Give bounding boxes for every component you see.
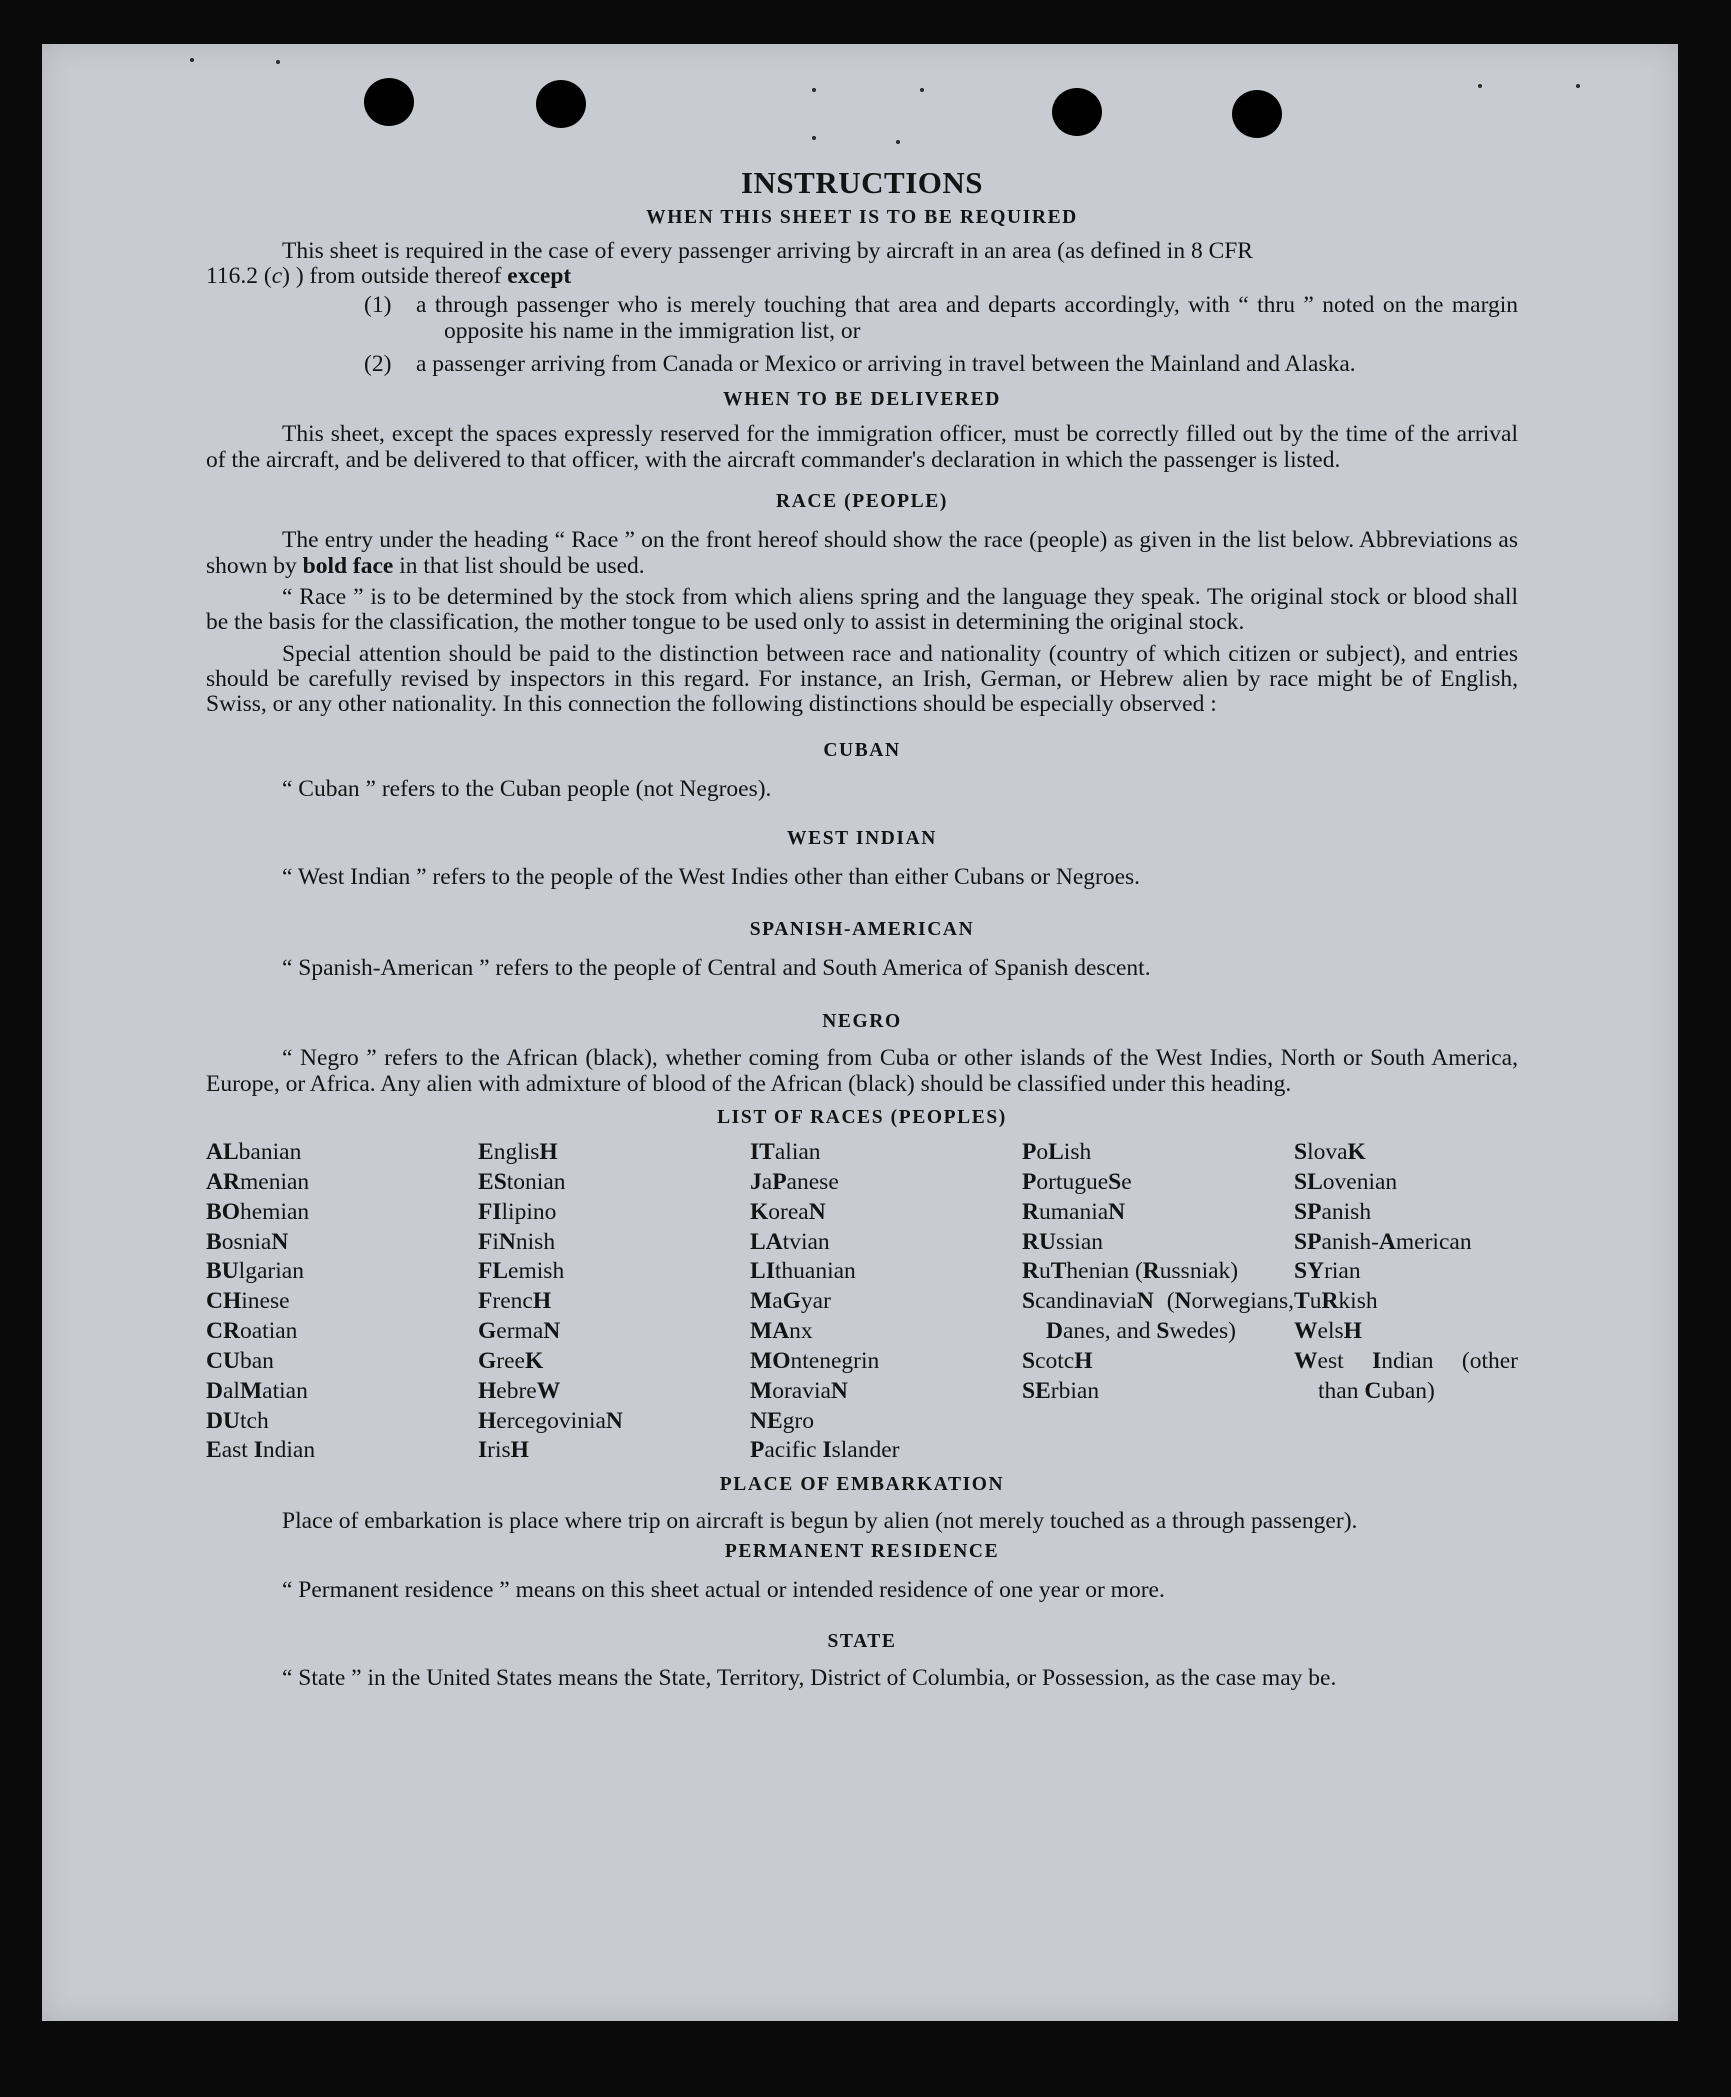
race-entry: HebreW	[478, 1377, 561, 1404]
exception-item	[364, 293, 1518, 344]
race-entry: SLovenian	[1294, 1168, 1398, 1195]
race-entry: SPanish-American	[1294, 1228, 1472, 1255]
race-entry: FiNnish	[478, 1228, 556, 1255]
document-sheet	[42, 44, 1678, 2021]
section-heading-spanish-american: SPANISH-AMERICAN	[749, 918, 975, 940]
race-paragraph-2: “ Race ” is to be determined by the stock from which aliens spring and the language they speak. The original stock or blood shall be the basis for the classification, the mother tongue to be used only to assist in determining the original stock.	[206, 583, 1518, 636]
race-entry: WelsH	[1294, 1318, 1362, 1345]
race-entry: GreeK	[478, 1347, 544, 1374]
speck	[190, 58, 194, 62]
race-entry: GermaN	[478, 1318, 561, 1345]
races-column	[1294, 1138, 1518, 1466]
race-entry: CUban	[206, 1347, 274, 1374]
race-entry: LAtvian	[750, 1228, 830, 1255]
delivered-text: This sheet, except the spaces expressly reserved for the immigration officer, must be correctly filled out by the time of the arrival of the aircraft, and be delivered to that officer, with the aircraft commander's declaration in which the passenger is listed.	[206, 421, 1518, 473]
punch-hole	[1232, 90, 1282, 138]
speck	[1576, 84, 1580, 88]
race-entry: SPanish	[1294, 1198, 1372, 1225]
race-entry: ScandinaviaN (Norwegians, Danes, and Swedes)	[1022, 1288, 1294, 1345]
race-entry: PortugueSe	[1022, 1168, 1132, 1195]
section-heading-delivered: WHEN TO BE DELIVERED	[723, 389, 1001, 411]
speck	[896, 140, 900, 144]
embarkation-text: Place of embarkation is place where trip on aircraft is begun by alien (not merely touched as a through passenger).	[282, 1508, 1358, 1535]
races-column	[206, 1138, 478, 1466]
race-entry: FIlipino	[478, 1198, 557, 1225]
page-title: INSTRUCTIONS	[740, 165, 983, 200]
race-entry: ALbanian	[206, 1138, 302, 1165]
section-heading-west-indian: WEST INDIAN	[787, 828, 937, 850]
speck	[812, 136, 816, 140]
race-entry: BosniaN	[206, 1228, 289, 1255]
race-paragraph-3: Special attention should be paid to the distinction between race and nationality (country of which citizen or subject), and entries should be carefully revised by inspectors in this regard. For instance, an Irish, German, or Hebrew alien by race might be of English, Swiss, or any other nationality. In this connection the following distinctions should be especially observed :	[206, 640, 1518, 718]
race-entry: DalMatian	[206, 1377, 308, 1404]
race-entry: ScotcH	[1022, 1347, 1093, 1374]
race-paragraph-1: The entry under the heading “ Race ” on the front hereof should show the race (people) as given in the list below. Abbreviations as shown by bold face in that list should be used.	[206, 527, 1518, 579]
west-indian-text: “ West Indian ” refers to the people of the West Indies other than either Cubans or Negroes.	[282, 864, 1141, 891]
race-entry: RuThenian (Russniak)	[1022, 1258, 1239, 1285]
punch-hole	[1052, 88, 1102, 136]
section-heading-residence: PERMANENT RESIDENCE	[724, 1540, 1000, 1562]
race-entry: PoLish	[1022, 1138, 1092, 1165]
section-heading-embarkation: PLACE OF EMBARKATION	[719, 1474, 1005, 1496]
race-entry: RumaniaN	[1022, 1198, 1126, 1225]
races-column	[750, 1138, 1022, 1466]
race-entry: CRoatian	[206, 1318, 298, 1345]
race-entry: MoraviaN	[750, 1377, 848, 1404]
speck	[1478, 84, 1482, 88]
instructions-content	[206, 166, 1518, 1692]
exception-text: a through passenger who is merely touching that area and departs accordingly, with “ thru ” noted on the margin opposite his name in the immigration list, or	[416, 292, 1518, 344]
race-entry: SlovaK	[1294, 1138, 1366, 1165]
section-heading-list-of-races: LIST OF RACES (PEOPLES)	[717, 1106, 1007, 1128]
speck	[920, 88, 924, 92]
required-intro: This sheet is required in the case of every passenger arriving by aircraft in an area (as defined in 8 CFR	[282, 237, 1253, 264]
race-entry: NEgro	[750, 1407, 814, 1434]
race-entry: West Indian (other than Cuban)	[1294, 1347, 1518, 1404]
section-heading-negro: NEGRO	[822, 1011, 902, 1033]
race-entry: East Indian	[206, 1437, 316, 1464]
section-heading-race: RACE (PEOPLE)	[776, 491, 948, 513]
negro-text: “ Negro ” refers to the African (black), whether coming from Cuba or other islands of the West Indies, North or South America, Europe, or Africa. Any alien with admixture of blood of the African (black) should be classified under this heading.	[206, 1045, 1518, 1097]
race-entry: MaGyar	[750, 1288, 831, 1315]
race-entry: LIthuanian	[750, 1258, 856, 1285]
race-entry: JaPanese	[750, 1168, 839, 1195]
race-entry: IrisH	[478, 1437, 529, 1464]
race-entry: SYrian	[1294, 1258, 1361, 1285]
race-entry: BUlgarian	[206, 1258, 304, 1285]
cuban-text: “ Cuban ” refers to the Cuban people (not Negroes).	[282, 775, 772, 802]
state-text: “ State ” in the United States means the State, Territory, District of Columbia, or Possession, as the case may be.	[282, 1665, 1337, 1692]
race-entry: ITalian	[750, 1138, 821, 1165]
race-entry: EStonian	[478, 1168, 566, 1195]
race-entry: EnglisH	[478, 1138, 558, 1165]
race-entry: TuRkish	[1294, 1288, 1378, 1315]
race-entry: BOhemian	[206, 1198, 310, 1225]
speck	[276, 60, 280, 64]
required-intro-cont: 116.2 (c) ) from outside thereof except	[206, 262, 572, 289]
race-entry: ARmenian	[206, 1168, 310, 1195]
punch-hole	[364, 78, 414, 126]
section-heading-cuban: CUBAN	[823, 739, 901, 761]
race-entry: RUssian	[1022, 1228, 1103, 1255]
race-entry: DUtch	[206, 1407, 269, 1434]
section-heading-state: STATE	[827, 1631, 897, 1653]
race-entry: SErbian	[1022, 1377, 1100, 1404]
exception-item	[364, 352, 1518, 377]
exception-text: a passenger arriving from Canada or Mexico or arriving in travel between the Mainland and Alaska.	[416, 351, 1356, 378]
races-column	[1022, 1138, 1294, 1466]
race-entry: MAnx	[750, 1318, 813, 1345]
races-column	[478, 1138, 750, 1466]
speck	[812, 88, 816, 92]
punch-hole	[536, 80, 586, 128]
race-entry: KoreaN	[750, 1198, 826, 1225]
race-entry: MOntenegrin	[750, 1347, 880, 1374]
race-entry: FrencH	[478, 1288, 552, 1315]
race-entry: CHinese	[206, 1288, 290, 1315]
section-heading-required: WHEN THIS SHEET IS TO BE REQUIRED	[646, 207, 1078, 229]
spanish-american-text: “ Spanish-American ” refers to the people of Central and South America of Spanish descent.	[282, 954, 1151, 981]
race-entry: FLemish	[478, 1258, 565, 1285]
exception-number: (2)	[364, 351, 392, 378]
race-entry: Pacific Islander	[750, 1437, 900, 1464]
race-entry: HercegoviniaN	[478, 1407, 623, 1434]
residence-text: “ Permanent residence ” means on this sheet actual or intended residence of one year or more.	[282, 1576, 1165, 1603]
races-list	[206, 1138, 1518, 1466]
exception-number: (1)	[364, 292, 392, 319]
